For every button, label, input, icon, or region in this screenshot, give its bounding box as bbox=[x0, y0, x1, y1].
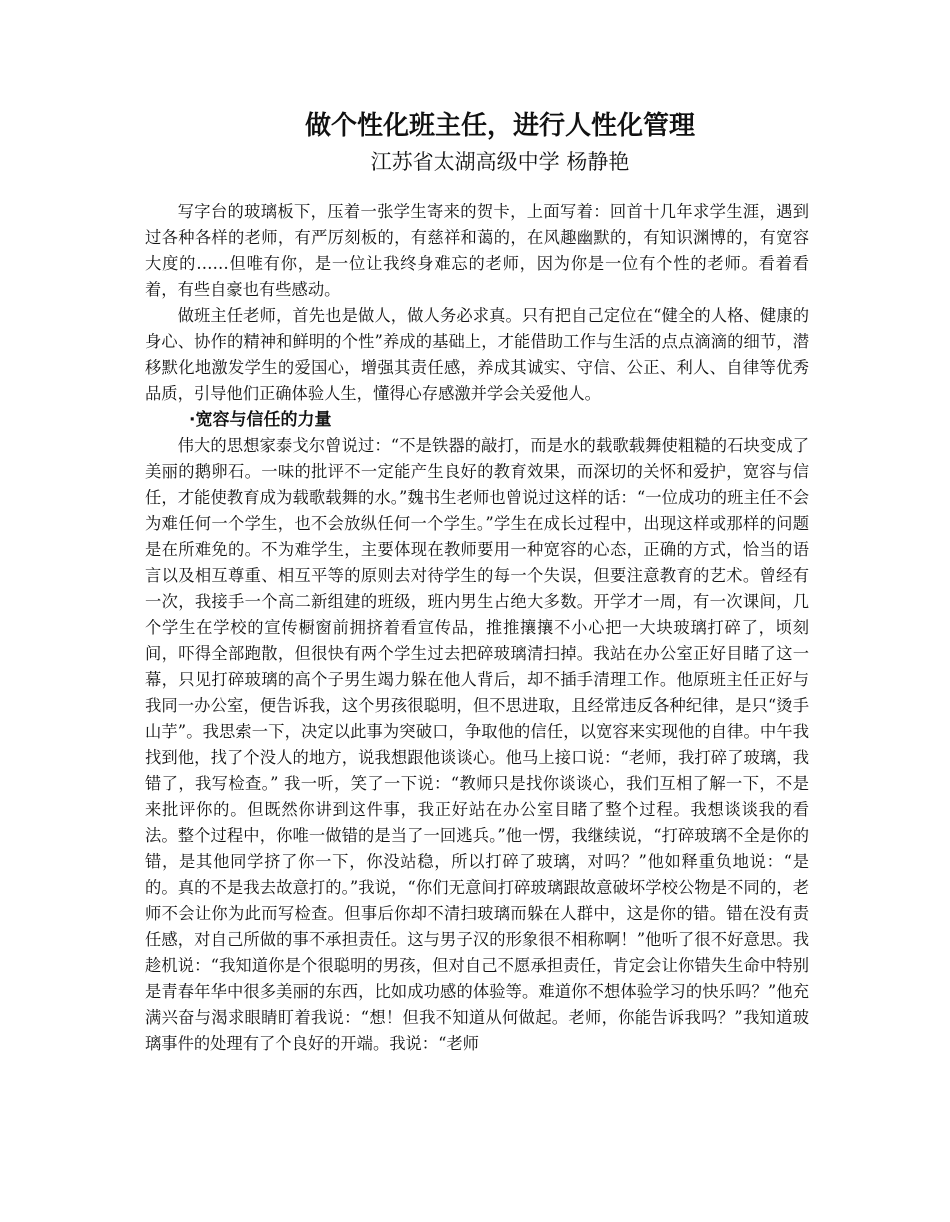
section-heading: ·宽容与信任的力量 bbox=[189, 410, 332, 430]
author-byline: 江苏省太湖高级中学 杨静艳 bbox=[370, 150, 630, 174]
body-paragraph: 做班主任老师，首先也是做人，做人务必求真。只有把自己定位在“健全的人格、健康的身心、协作的精神和鲜明的个性”养成的基础上，才能借助工作与生活的点点滴滴的细节，潜移默化地激发学生的爱国心，增强其责任感，养成其诚实、守信、公正、利人、自律等优秀品质，引导他们正确体验人生，懂得心存感激并学会关爱他人。 bbox=[145, 306, 809, 403]
body-paragraph: 写字台的玻璃板下，压着一张学生寄来的贺卡，上面写着：回首十几年求学生涯，遇到过各种各样的老师，有严厉刻板的，有慈祥和蔼的，在风趣幽默的，有知识渊博的，有宽容大度的……但唯有你，是一位让我终身难忘的老师，因为你是一位有个性的老师。看着看着，有些自豪也有些感动。 bbox=[145, 202, 809, 299]
document-body bbox=[145, 199, 809, 1057]
document-title: 做个性化班主任，进行人性化管理 bbox=[304, 111, 695, 141]
body-paragraph: 伟大的思想家泰戈尔曾说过：“不是铁器的敲打，而是水的载歌载舞使粗糙的石块变成了美丽的鹅卵石。一味的批评不一定能产生良好的教育效果，而深切的关怀和爱护，宽容与信任，才能使教育成为载歌载舞的水。”魏书生老师也曾说过这样的话：“一位成功的班主任不会为难任何一个学生，也不会放纵任何一个学生。”学生在成长过程中，出现这样或那样的问题是在所难免的。不为难学生，主要体现在教师要用一种宽容的心态，正确的方式，恰当的语言以及相互尊重、相互平等的原则去对待学生的每一个失误，但要注意教育的艺术。曾经有一次，我接手一个高二新组建的班级，班内男生占绝大多数。开学才一周，有一次课间，几个学生在学校的宣传橱窗前拥挤着看宣传品，推推攘攘不小心把一大块玻璃打碎了，顷刻间，吓得全部跑散，但很快有两个学生过去把碎玻璃清扫掉。我站在办公室正好目睹了这一幕，只见打碎玻璃的高个子男生竭力躲在他人背后，却不插手清理工作。他原班主任正好与我同一办公室，便告诉我，这个男孩很聪明，但不思进取，且经常违反各种纪律，是只“烫手山芋”。我思索一下，决定以此事为突破口，争取他的信任，以宽容来实现他的自律。中午我找到他，找了个没人的地方，说我想跟他谈谈心。他马上接口说：“老师，我打碎了玻璃，我错了，我写检查。” 我一听，笑了一下说：“教师只是找你谈谈心，我们互相了解一下，不是来批评你的。但既然你讲到这件事，我正好站在办公室目睹了整个过程。我想谈谈我的看法。整个过程中，你唯一做错的是当了一回逃兵。”他一愣，我继续说，“打碎玻璃不全是你的错，是其他同学挤了你一下，你没站稳，所以打碎了玻璃，对吗？”他如释重负地说：“是的。真的不是我去故意打的。”我说，“你们无意间打碎玻璃跟故意破坏学校公物是不同的，老师不会让你为此而写检查。但事后你却不清扫玻璃而躲在人群中，这是你的错。错在没有责任感，对自己所做的事不承担责任。这与男子汉的形象很不相称啊！”他听了很不好意思。我趁机说：“我知道你是个很聪明的男孩，但对自己不愿承担责任，肯定会让你错失生命中特别是青春年华中很多美丽的东西，比如成功感的体验等。难道你不想体验学习的快乐吗？”他充满兴奋与渴求眼睛盯着我说：“想！但我不知道从何做起。老师，你能告诉我吗？”我知道玻璃事件的处理有了个良好的开端。我说：“老师 bbox=[145, 436, 809, 1053]
